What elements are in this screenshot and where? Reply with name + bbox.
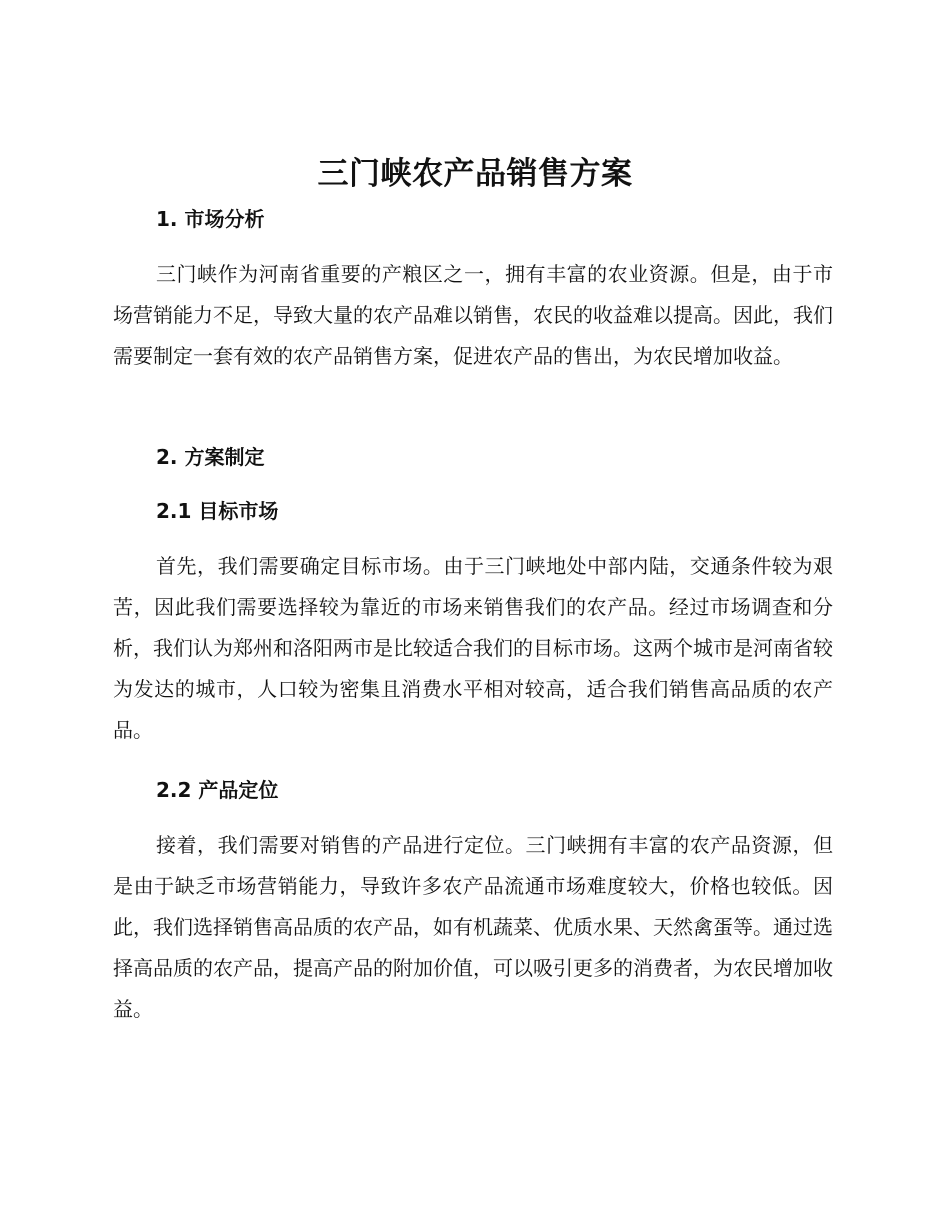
paragraph-market-analysis: 三门峡作为河南省重要的产粮区之一，拥有丰富的农业资源。但是，由于市场营销能力不足，导致大量的农产品难以销售，农民的收益难以提高。因此，我们需要制定一套有效的农产品销售方案，促进农产品的售出，为农民增加收益。 — [113, 262, 833, 368]
section-heading-target-market: 2.1 目标市场 — [156, 499, 279, 523]
paragraph-target-market: 首先，我们需要确定目标市场。由于三门峡地处中部内陆，交通条件较为艰苦，因此我们需要选择较为靠近的市场来销售我们的农产品。经过市场调查和分析，我们认为郑州和洛阳两市是比较适合我们的目标市场。这两个城市是河南省较为发达的城市，人口较为密集且消费水平相对较高，适合我们销售高品质的农产品。 — [113, 554, 833, 742]
document-title: 三门峡农产品销售方案 — [317, 156, 633, 192]
section-heading-market-analysis: 1. 市场分析 — [156, 207, 265, 231]
paragraph-product-positioning: 接着，我们需要对销售的产品进行定位。三门峡拥有丰富的农产品资源，但是由于缺乏市场营销能力，导致许多农产品流通市场难度较大，价格也较低。因此，我们选择销售高品质的农产品，如有机蔬菜、优质水果、天然禽蛋等。通过选择高品质的农产品，提高产品的附加价值，可以吸引更多的消费者，为农民增加收益。 — [113, 833, 833, 1021]
section-heading-product-positioning: 2.2 产品定位 — [156, 778, 279, 802]
section-heading-plan: 2. 方案制定 — [156, 445, 265, 469]
